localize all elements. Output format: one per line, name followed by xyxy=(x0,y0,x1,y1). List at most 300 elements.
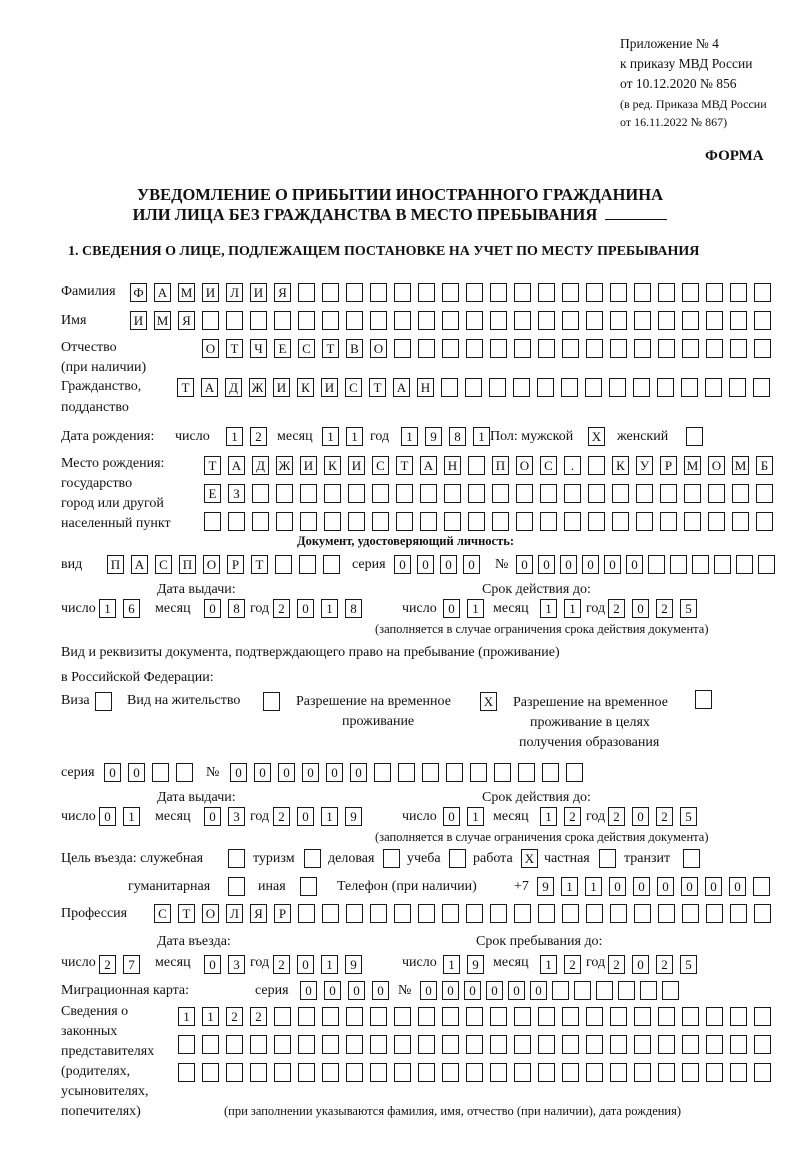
char-cell[interactable]: А xyxy=(131,555,148,574)
char-cell[interactable] xyxy=(730,1063,747,1082)
char-cell[interactable]: И xyxy=(300,456,317,475)
char-cell[interactable]: 0 xyxy=(204,599,221,618)
char-cell[interactable] xyxy=(492,512,509,531)
char-cell[interactable] xyxy=(394,311,411,330)
char-cell[interactable] xyxy=(372,484,389,503)
char-cell[interactable] xyxy=(466,1035,483,1054)
char-cell[interactable] xyxy=(660,512,677,531)
char-cell[interactable]: Т xyxy=(204,456,221,475)
char-cell[interactable]: О xyxy=(708,456,725,475)
char-cell[interactable]: 2 xyxy=(273,599,290,618)
char-cell[interactable]: 9 xyxy=(425,427,442,446)
char-cell[interactable] xyxy=(610,1063,627,1082)
char-cell[interactable] xyxy=(489,378,506,397)
char-cell[interactable] xyxy=(610,283,627,302)
char-cell[interactable]: С xyxy=(155,555,172,574)
char-cell[interactable]: М xyxy=(732,456,749,475)
char-cell[interactable] xyxy=(609,378,626,397)
char-cell[interactable] xyxy=(705,378,722,397)
char-cell[interactable] xyxy=(586,1035,603,1054)
char-cell[interactable] xyxy=(490,904,507,923)
char-cell[interactable]: 0 xyxy=(204,807,221,826)
char-cell[interactable] xyxy=(754,1035,771,1054)
char-cell[interactable]: С xyxy=(372,456,389,475)
char-cell[interactable] xyxy=(732,512,749,531)
char-cell[interactable]: С xyxy=(154,904,171,923)
char-cell[interactable] xyxy=(322,1063,339,1082)
char-cell[interactable] xyxy=(468,484,485,503)
char-cell[interactable] xyxy=(538,1007,555,1026)
char-cell[interactable] xyxy=(490,339,507,358)
char-cell[interactable]: 8 xyxy=(449,427,466,446)
char-cell[interactable] xyxy=(348,512,365,531)
char-cell[interactable]: 1 xyxy=(346,427,363,446)
char-cell[interactable]: К xyxy=(612,456,629,475)
checkbox[interactable]: X xyxy=(588,427,605,446)
char-cell[interactable] xyxy=(588,512,605,531)
char-cell[interactable] xyxy=(490,283,507,302)
char-cell[interactable]: Я xyxy=(178,311,195,330)
char-cell[interactable]: И xyxy=(130,311,147,330)
char-cell[interactable] xyxy=(346,1007,363,1026)
char-cell[interactable]: 1 xyxy=(540,807,557,826)
char-cell[interactable]: 1 xyxy=(321,599,338,618)
char-cell[interactable]: Д xyxy=(225,378,242,397)
char-cell[interactable] xyxy=(370,1063,387,1082)
char-cell[interactable] xyxy=(442,283,459,302)
char-cell[interactable]: П xyxy=(492,456,509,475)
char-cell[interactable]: 1 xyxy=(401,427,418,446)
char-cell[interactable] xyxy=(418,339,435,358)
char-cell[interactable]: А xyxy=(393,378,410,397)
char-cell[interactable] xyxy=(562,283,579,302)
char-cell[interactable]: 0 xyxy=(440,555,457,574)
char-cell[interactable]: И xyxy=(202,283,219,302)
checkbox[interactable]: X xyxy=(521,849,538,868)
char-cell[interactable]: Р xyxy=(227,555,244,574)
char-cell[interactable]: Е xyxy=(204,484,221,503)
char-cell[interactable] xyxy=(538,339,555,358)
char-cell[interactable] xyxy=(178,1035,195,1054)
char-cell[interactable]: 0 xyxy=(443,599,460,618)
char-cell[interactable] xyxy=(442,339,459,358)
char-cell[interactable] xyxy=(618,981,635,1000)
char-cell[interactable] xyxy=(514,1063,531,1082)
char-cell[interactable] xyxy=(226,1063,243,1082)
char-cell[interactable]: 0 xyxy=(705,877,722,896)
char-cell[interactable] xyxy=(370,311,387,330)
char-cell[interactable] xyxy=(252,484,269,503)
char-cell[interactable] xyxy=(574,981,591,1000)
char-cell[interactable] xyxy=(394,1063,411,1082)
char-cell[interactable] xyxy=(692,555,709,574)
char-cell[interactable]: 9 xyxy=(345,955,362,974)
char-cell[interactable] xyxy=(442,311,459,330)
char-cell[interactable]: 0 xyxy=(104,763,121,782)
char-cell[interactable] xyxy=(274,311,291,330)
char-cell[interactable]: Т xyxy=(178,904,195,923)
char-cell[interactable] xyxy=(564,484,581,503)
char-cell[interactable] xyxy=(634,283,651,302)
char-cell[interactable] xyxy=(658,283,675,302)
checkbox[interactable] xyxy=(695,690,712,709)
char-cell[interactable] xyxy=(708,484,725,503)
char-cell[interactable]: 1 xyxy=(585,877,602,896)
char-cell[interactable]: 0 xyxy=(394,555,411,574)
char-cell[interactable] xyxy=(538,904,555,923)
char-cell[interactable] xyxy=(562,311,579,330)
char-cell[interactable] xyxy=(470,763,487,782)
char-cell[interactable]: 5 xyxy=(680,955,697,974)
char-cell[interactable] xyxy=(418,1035,435,1054)
char-cell[interactable]: 2 xyxy=(564,955,581,974)
char-cell[interactable] xyxy=(706,311,723,330)
char-cell[interactable] xyxy=(514,339,531,358)
char-cell[interactable]: 0 xyxy=(443,807,460,826)
char-cell[interactable] xyxy=(634,1035,651,1054)
char-cell[interactable] xyxy=(396,484,413,503)
char-cell[interactable]: М xyxy=(684,456,701,475)
char-cell[interactable]: 0 xyxy=(508,981,525,1000)
char-cell[interactable]: 1 xyxy=(226,427,243,446)
char-cell[interactable] xyxy=(298,283,315,302)
char-cell[interactable]: 0 xyxy=(463,555,480,574)
char-cell[interactable] xyxy=(682,311,699,330)
char-cell[interactable] xyxy=(298,1063,315,1082)
checkbox[interactable] xyxy=(228,877,245,896)
char-cell[interactable]: 1 xyxy=(540,599,557,618)
char-cell[interactable] xyxy=(466,339,483,358)
char-cell[interactable] xyxy=(494,763,511,782)
char-cell[interactable] xyxy=(682,904,699,923)
char-cell[interactable] xyxy=(588,484,605,503)
char-cell[interactable] xyxy=(322,904,339,923)
char-cell[interactable]: М xyxy=(178,283,195,302)
char-cell[interactable]: 1 xyxy=(540,955,557,974)
char-cell[interactable] xyxy=(516,484,533,503)
char-cell[interactable] xyxy=(420,512,437,531)
char-cell[interactable]: 0 xyxy=(297,807,314,826)
char-cell[interactable] xyxy=(658,1063,675,1082)
char-cell[interactable] xyxy=(730,904,747,923)
char-cell[interactable] xyxy=(648,555,665,574)
char-cell[interactable] xyxy=(682,1007,699,1026)
char-cell[interactable]: П xyxy=(107,555,124,574)
char-cell[interactable] xyxy=(202,1063,219,1082)
char-cell[interactable]: А xyxy=(154,283,171,302)
char-cell[interactable] xyxy=(514,1007,531,1026)
char-cell[interactable] xyxy=(398,763,415,782)
char-cell[interactable]: 5 xyxy=(680,599,697,618)
char-cell[interactable]: 2 xyxy=(273,807,290,826)
char-cell[interactable]: 0 xyxy=(417,555,434,574)
char-cell[interactable]: 6 xyxy=(123,599,140,618)
char-cell[interactable] xyxy=(610,1007,627,1026)
char-cell[interactable]: 0 xyxy=(297,599,314,618)
char-cell[interactable] xyxy=(372,512,389,531)
char-cell[interactable]: 0 xyxy=(278,763,295,782)
char-cell[interactable]: С xyxy=(345,378,362,397)
char-cell[interactable]: 0 xyxy=(626,555,643,574)
char-cell[interactable]: 3 xyxy=(228,807,245,826)
char-cell[interactable]: 9 xyxy=(345,807,362,826)
char-cell[interactable]: О xyxy=(202,339,219,358)
char-cell[interactable] xyxy=(322,1007,339,1026)
char-cell[interactable] xyxy=(562,339,579,358)
char-cell[interactable]: 0 xyxy=(681,877,698,896)
char-cell[interactable]: О xyxy=(202,904,219,923)
char-cell[interactable] xyxy=(585,378,602,397)
char-cell[interactable] xyxy=(466,311,483,330)
checkbox[interactable] xyxy=(449,849,466,868)
char-cell[interactable]: 0 xyxy=(538,555,555,574)
char-cell[interactable] xyxy=(658,1007,675,1026)
char-cell[interactable] xyxy=(370,1007,387,1026)
char-cell[interactable] xyxy=(396,512,413,531)
char-cell[interactable]: У xyxy=(636,456,653,475)
char-cell[interactable]: 0 xyxy=(530,981,547,1000)
char-cell[interactable]: 0 xyxy=(632,807,649,826)
char-cell[interactable]: Ф xyxy=(130,283,147,302)
char-cell[interactable]: О xyxy=(516,456,533,475)
char-cell[interactable] xyxy=(276,484,293,503)
char-cell[interactable]: 0 xyxy=(657,877,674,896)
checkbox[interactable]: X xyxy=(480,692,497,711)
checkbox[interactable] xyxy=(599,849,616,868)
char-cell[interactable]: О xyxy=(203,555,220,574)
char-cell[interactable]: И xyxy=(250,283,267,302)
char-cell[interactable] xyxy=(633,378,650,397)
char-cell[interactable] xyxy=(729,378,746,397)
char-cell[interactable] xyxy=(634,311,651,330)
char-cell[interactable] xyxy=(466,283,483,302)
char-cell[interactable] xyxy=(756,484,773,503)
char-cell[interactable] xyxy=(442,1007,459,1026)
char-cell[interactable]: 1 xyxy=(561,877,578,896)
char-cell[interactable] xyxy=(562,1007,579,1026)
char-cell[interactable] xyxy=(756,512,773,531)
char-cell[interactable]: 1 xyxy=(443,955,460,974)
char-cell[interactable] xyxy=(684,512,701,531)
char-cell[interactable] xyxy=(640,981,657,1000)
char-cell[interactable]: Б xyxy=(756,456,773,475)
char-cell[interactable] xyxy=(754,339,771,358)
char-cell[interactable] xyxy=(732,484,749,503)
char-cell[interactable]: 2 xyxy=(564,807,581,826)
char-cell[interactable]: 9 xyxy=(467,955,484,974)
char-cell[interactable] xyxy=(610,311,627,330)
char-cell[interactable] xyxy=(542,763,559,782)
char-cell[interactable]: Т xyxy=(251,555,268,574)
char-cell[interactable] xyxy=(518,763,535,782)
char-cell[interactable] xyxy=(662,981,679,1000)
char-cell[interactable] xyxy=(323,555,340,574)
char-cell[interactable]: 0 xyxy=(582,555,599,574)
char-cell[interactable] xyxy=(513,378,530,397)
char-cell[interactable]: 1 xyxy=(467,599,484,618)
char-cell[interactable] xyxy=(226,1035,243,1054)
char-cell[interactable] xyxy=(552,981,569,1000)
checkbox[interactable] xyxy=(686,427,703,446)
checkbox[interactable] xyxy=(304,849,321,868)
char-cell[interactable]: Е xyxy=(274,339,291,358)
char-cell[interactable] xyxy=(754,311,771,330)
char-cell[interactable] xyxy=(442,904,459,923)
char-cell[interactable]: М xyxy=(154,311,171,330)
char-cell[interactable]: С xyxy=(540,456,557,475)
char-cell[interactable]: 0 xyxy=(350,763,367,782)
char-cell[interactable]: 0 xyxy=(604,555,621,574)
char-cell[interactable]: 0 xyxy=(486,981,503,1000)
char-cell[interactable]: 0 xyxy=(442,981,459,1000)
char-cell[interactable] xyxy=(657,378,674,397)
char-cell[interactable] xyxy=(394,339,411,358)
char-cell[interactable] xyxy=(466,1063,483,1082)
char-cell[interactable] xyxy=(274,1035,291,1054)
char-cell[interactable]: 2 xyxy=(99,955,116,974)
char-cell[interactable]: 1 xyxy=(321,807,338,826)
char-cell[interactable] xyxy=(226,311,243,330)
char-cell[interactable]: А xyxy=(201,378,218,397)
char-cell[interactable] xyxy=(754,1007,771,1026)
char-cell[interactable]: 0 xyxy=(128,763,145,782)
char-cell[interactable] xyxy=(714,555,731,574)
char-cell[interactable]: Р xyxy=(660,456,677,475)
char-cell[interactable] xyxy=(370,1035,387,1054)
char-cell[interactable] xyxy=(612,512,629,531)
char-cell[interactable] xyxy=(324,512,341,531)
char-cell[interactable] xyxy=(204,512,221,531)
char-cell[interactable] xyxy=(446,763,463,782)
char-cell[interactable]: 1 xyxy=(178,1007,195,1026)
char-cell[interactable]: 0 xyxy=(516,555,533,574)
char-cell[interactable] xyxy=(514,283,531,302)
char-cell[interactable]: 2 xyxy=(250,427,267,446)
char-cell[interactable]: Д xyxy=(252,456,269,475)
char-cell[interactable] xyxy=(418,1007,435,1026)
char-cell[interactable]: 8 xyxy=(228,599,245,618)
char-cell[interactable]: И xyxy=(321,378,338,397)
char-cell[interactable] xyxy=(374,763,391,782)
char-cell[interactable] xyxy=(634,1063,651,1082)
char-cell[interactable] xyxy=(442,1035,459,1054)
char-cell[interactable] xyxy=(442,1063,459,1082)
char-cell[interactable] xyxy=(466,904,483,923)
char-cell[interactable] xyxy=(634,1007,651,1026)
char-cell[interactable] xyxy=(682,339,699,358)
char-cell[interactable]: 0 xyxy=(99,807,116,826)
char-cell[interactable] xyxy=(298,1007,315,1026)
char-cell[interactable]: В xyxy=(346,339,363,358)
char-cell[interactable]: 1 xyxy=(321,955,338,974)
char-cell[interactable]: Ж xyxy=(249,378,266,397)
char-cell[interactable] xyxy=(730,339,747,358)
char-cell[interactable] xyxy=(586,311,603,330)
char-cell[interactable]: 0 xyxy=(300,981,317,1000)
char-cell[interactable]: Н xyxy=(417,378,434,397)
char-cell[interactable] xyxy=(250,1035,267,1054)
char-cell[interactable]: 7 xyxy=(123,955,140,974)
char-cell[interactable] xyxy=(754,283,771,302)
char-cell[interactable] xyxy=(418,1063,435,1082)
char-cell[interactable] xyxy=(682,283,699,302)
checkbox[interactable] xyxy=(683,849,700,868)
char-cell[interactable] xyxy=(490,311,507,330)
char-cell[interactable]: 0 xyxy=(324,981,341,1000)
char-cell[interactable] xyxy=(322,311,339,330)
char-cell[interactable] xyxy=(754,1063,771,1082)
char-cell[interactable]: 1 xyxy=(99,599,116,618)
char-cell[interactable] xyxy=(706,1035,723,1054)
char-cell[interactable] xyxy=(324,484,341,503)
char-cell[interactable]: 0 xyxy=(632,599,649,618)
char-cell[interactable] xyxy=(492,484,509,503)
char-cell[interactable] xyxy=(300,484,317,503)
char-cell[interactable]: 2 xyxy=(656,955,673,974)
char-cell[interactable] xyxy=(348,484,365,503)
char-cell[interactable] xyxy=(586,283,603,302)
char-cell[interactable] xyxy=(490,1035,507,1054)
char-cell[interactable] xyxy=(730,311,747,330)
char-cell[interactable] xyxy=(418,283,435,302)
char-cell[interactable] xyxy=(706,339,723,358)
char-cell[interactable] xyxy=(562,1063,579,1082)
char-cell[interactable] xyxy=(586,904,603,923)
char-cell[interactable] xyxy=(202,1035,219,1054)
char-cell[interactable]: П xyxy=(179,555,196,574)
char-cell[interactable]: Л xyxy=(226,904,243,923)
char-cell[interactable] xyxy=(394,904,411,923)
char-cell[interactable]: 0 xyxy=(632,955,649,974)
char-cell[interactable] xyxy=(706,1063,723,1082)
char-cell[interactable]: 1 xyxy=(202,1007,219,1026)
char-cell[interactable] xyxy=(444,484,461,503)
char-cell[interactable] xyxy=(706,283,723,302)
char-cell[interactable]: 1 xyxy=(564,599,581,618)
char-cell[interactable]: 2 xyxy=(608,599,625,618)
char-cell[interactable]: Ч xyxy=(250,339,267,358)
char-cell[interactable]: Н xyxy=(444,456,461,475)
char-cell[interactable] xyxy=(610,339,627,358)
char-cell[interactable] xyxy=(275,555,292,574)
char-cell[interactable] xyxy=(394,1035,411,1054)
char-cell[interactable] xyxy=(300,512,317,531)
char-cell[interactable] xyxy=(540,512,557,531)
char-cell[interactable] xyxy=(708,512,725,531)
char-cell[interactable] xyxy=(441,378,458,397)
char-cell[interactable]: А xyxy=(420,456,437,475)
char-cell[interactable] xyxy=(298,311,315,330)
char-cell[interactable] xyxy=(466,1007,483,1026)
char-cell[interactable] xyxy=(706,1007,723,1026)
char-cell[interactable]: Т xyxy=(322,339,339,358)
char-cell[interactable] xyxy=(636,512,653,531)
char-cell[interactable] xyxy=(514,904,531,923)
char-cell[interactable] xyxy=(586,1007,603,1026)
char-cell[interactable]: Л xyxy=(226,283,243,302)
char-cell[interactable]: 3 xyxy=(228,955,245,974)
char-cell[interactable] xyxy=(420,484,437,503)
char-cell[interactable] xyxy=(730,283,747,302)
checkbox[interactable] xyxy=(95,692,112,711)
char-cell[interactable]: 0 xyxy=(348,981,365,1000)
char-cell[interactable] xyxy=(730,1035,747,1054)
char-cell[interactable]: И xyxy=(348,456,365,475)
char-cell[interactable]: Я xyxy=(274,283,291,302)
checkbox[interactable] xyxy=(383,849,400,868)
char-cell[interactable] xyxy=(250,1063,267,1082)
char-cell[interactable] xyxy=(586,1063,603,1082)
